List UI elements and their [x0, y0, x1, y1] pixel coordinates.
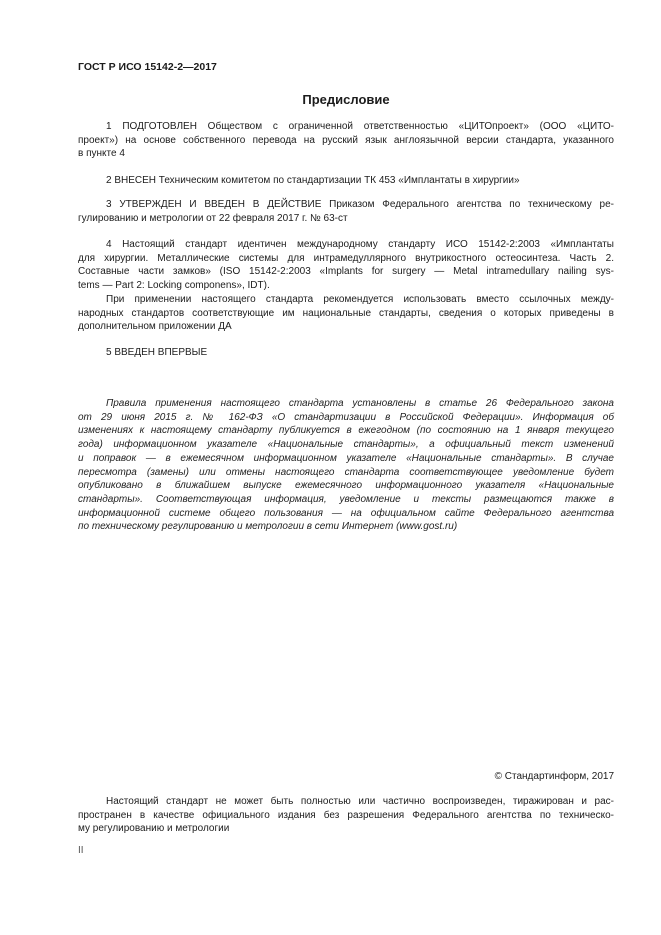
notice-line: стандарты». Соответствующая информация, уведомление и тексты размещаются также в — [78, 493, 614, 505]
paragraph-line: дополнительном приложении ДА — [78, 321, 232, 333]
foreword-item-4 — [78, 238, 614, 334]
paragraph-line: для хирургии. Металлические системы для интрамедуллярного внутрикостного остеосинтеза. Часть 2. — [78, 252, 614, 264]
foreword-item-2 — [78, 174, 614, 188]
reproduction-notice — [78, 795, 614, 836]
reproduction-line: Настоящий стандарт не может быть полностью или частично воспроизведен, тиражирован и рас- — [106, 796, 614, 807]
foreword-item-1 — [78, 120, 614, 161]
notice-line: и поправок — в ежемесячном информационном указателе «Национальные стандарты». В случае — [78, 452, 614, 464]
paragraph-line: 2 ВНЕСЕН Техническим комитетом по стандартизации ТК 453 «Имплантаты в хирургии» — [106, 175, 520, 186]
paragraph-line: 5 ВВЕДЕН ВПЕРВЫЕ — [106, 347, 208, 358]
document-code-header: ГОСТ Р ИСО 15142-2—2017 — [78, 61, 217, 73]
notice-line: пересмотра (замены) или отмены настоящего стандарта соответствующее уведомление будет — [78, 466, 614, 478]
paragraph-line: При применении настоящего стандарта рекомендуется использовать вместо ссылочных между- — [106, 293, 614, 305]
paragraph-line: в пункте 4 — [78, 148, 125, 160]
paragraph-line: Составные части замков» (ISO 15142-2:2003 «Implants for surgery — Metal intramedullary nailing sys- — [78, 266, 614, 278]
notice-line: Правила применения настоящего стандарта установлены в статье 26 Федерального закона — [106, 398, 614, 409]
paragraph-line: 4 Настоящий стандарт идентичен международному стандарту ИСО 15142-2:2003 «Имплантаты — [106, 239, 614, 250]
foreword-title: Предисловие — [302, 92, 390, 107]
reproduction-line: пространен в качестве официального издания без разрешения Федерального агентства по техническо- — [78, 809, 614, 821]
application-rules-notice — [78, 397, 614, 534]
notice-line: изменениях к настоящему стандарту публикуется в ежегодном (по состоянию на 1 января текущего — [78, 425, 614, 437]
paragraph-line: 1 ПОДГОТОВЛЕН Обществом с ограниченной ответственностью «ЦИТОпроект» (ООО «ЦИТО- — [106, 121, 614, 132]
foreword-item-3 — [78, 198, 614, 225]
reproduction-line: му регулированию и метрологии — [78, 823, 230, 835]
copyright-line: © Стандартинформ, 2017 — [494, 771, 614, 782]
notice-line: по техническому регулированию и метрологии в сети Интернет (www.gost.ru) — [78, 521, 458, 533]
paragraph-line: 3 УТВЕРЖДЕН И ВВЕДЕН В ДЕЙСТВИЕ Приказом Федерального агентства по техническому ре- — [106, 199, 614, 210]
notice-line: информационной системе общего пользования — на официальном сайте Федерального агентства — [78, 507, 614, 519]
paragraph-line: народных стандартов соответствующие им национальные стандарты, сведения о которых приведены в — [78, 307, 614, 319]
foreword-item-5 — [78, 346, 614, 360]
notice-line: года) информационном указателе «Национальные стандарты», а официальный текст изменений — [78, 439, 614, 451]
notice-line: опубликовано в ближайшем выпуске ежемесячного информационного указателя «Национальные — [78, 480, 614, 492]
notice-line: от 29 июня 2015 г. № 162-ФЗ «О стандартизации в Российской Федерации». Информация об — [78, 411, 614, 423]
paragraph-line: tems — Part 2: Locking componens», IDT). — [78, 280, 270, 292]
page-number: II — [78, 845, 84, 856]
paragraph-line: проект») на основе собственного перевода на русский язык англоязычной версии стандарта, указанного — [78, 134, 614, 146]
paragraph-line: гулированию и метрологии от 22 февраля 2017 г. № 63-ст — [78, 212, 348, 224]
